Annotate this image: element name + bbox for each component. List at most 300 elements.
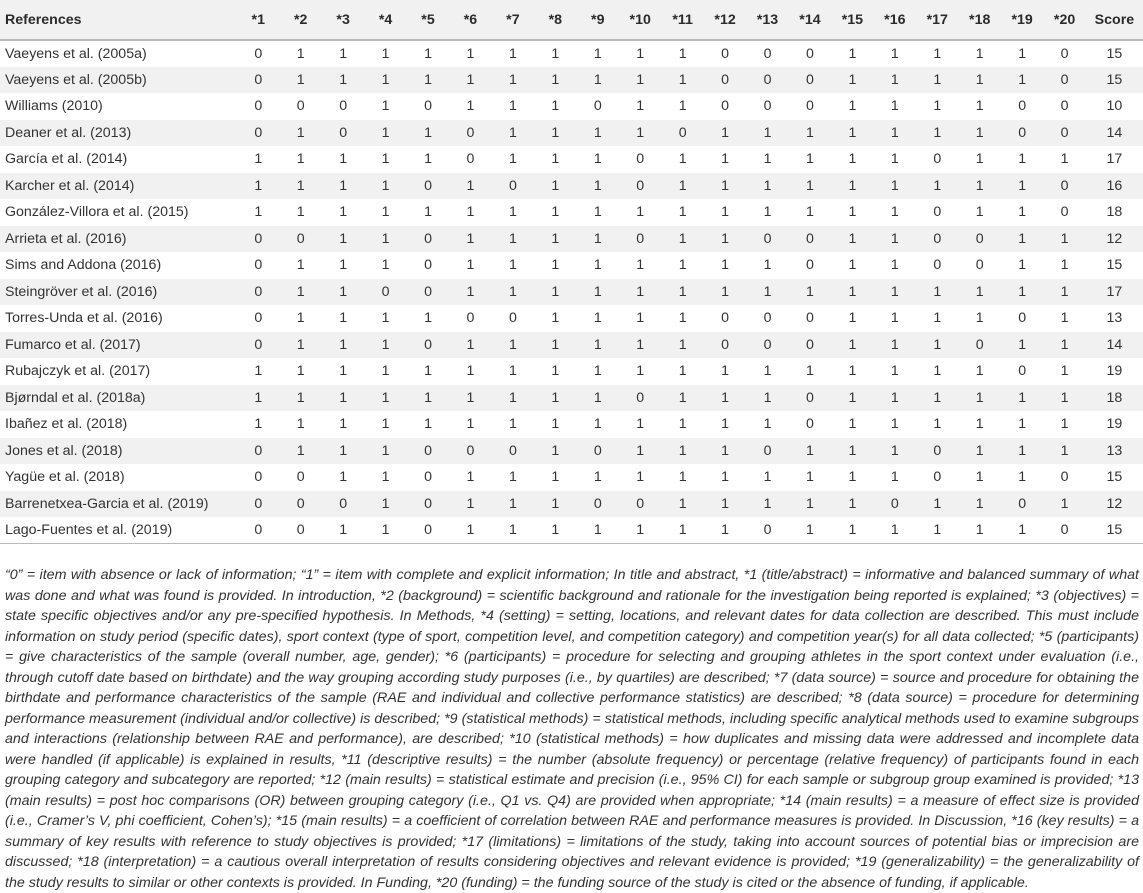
item-score-cell: 1	[975, 389, 984, 406]
item-score-cell: 0	[279, 517, 321, 544]
item-score-cell: 1	[721, 389, 730, 406]
item-score-cell: 1	[296, 336, 305, 353]
item-score-cell: 1	[933, 98, 942, 115]
item-score-cell: 0	[806, 230, 814, 247]
item-score-cell: 0	[1018, 124, 1027, 141]
item-score-cell: 0	[746, 517, 788, 544]
column-header-item: *10	[619, 0, 661, 40]
table-row	[0, 491, 1143, 518]
item-score-cell: 0	[381, 283, 390, 300]
item-score-cell: 1	[975, 283, 984, 300]
item-score-cell: 1	[424, 363, 432, 380]
item-score-cell: 1	[424, 124, 432, 141]
item-score-cell: 1	[508, 71, 517, 88]
table-row	[0, 146, 1143, 173]
item-score-cell: 0	[933, 469, 942, 486]
item-score-cell: 0	[424, 230, 432, 247]
item-score-cell: 1	[848, 204, 857, 221]
item-score-cell: 1	[806, 469, 814, 486]
item-score-cell: 0	[636, 389, 645, 406]
item-score-cell: 0	[933, 442, 942, 459]
total-score-cell: 15	[1106, 469, 1123, 486]
item-score-cell: 1	[678, 469, 687, 486]
total-score-cell: 14	[1106, 336, 1123, 353]
item-score-cell: 0	[763, 45, 772, 62]
item-score-cell: 1	[577, 517, 619, 544]
item-score-cell: 1	[789, 517, 831, 544]
column-header-item: *8	[534, 0, 576, 40]
item-score-cell: 0	[806, 71, 814, 88]
item-score-cell: 1	[636, 442, 645, 459]
total-score-cell: 12	[1106, 230, 1123, 247]
item-score-cell: 1	[933, 310, 942, 327]
item-score-cell: 1	[1018, 336, 1027, 353]
item-score-cell: 1	[1018, 442, 1027, 459]
item-score-cell: 1	[806, 204, 814, 221]
item-score-cell: 1	[551, 204, 560, 221]
item-score-cell: 0	[678, 124, 687, 141]
item-score-cell: 0	[424, 495, 432, 512]
item-score-cell: 1	[678, 283, 687, 300]
item-score-cell: 1	[678, 389, 687, 406]
item-score-cell: 1	[593, 151, 602, 168]
item-score-cell: 1	[636, 283, 645, 300]
item-score-cell: 1	[890, 98, 899, 115]
item-score-cell: 1	[678, 336, 687, 353]
item-score-cell: 1	[848, 98, 857, 115]
item-score-cell: 1	[339, 71, 348, 88]
column-header-item: *6	[449, 0, 491, 40]
item-score-cell: 1	[364, 517, 406, 544]
reference-cell: Jones et al. (2018)	[5, 442, 123, 459]
item-score-cell: 0	[254, 495, 263, 512]
item-score-cell: 0	[763, 230, 772, 247]
reference-cell: Vaeyens et al. (2005a)	[5, 45, 147, 62]
table-row	[0, 305, 1143, 332]
item-score-cell: 0	[1060, 204, 1069, 221]
total-score-cell: 19	[1106, 416, 1123, 433]
item-score-cell: 0	[1018, 363, 1027, 380]
item-score-cell: 1	[933, 363, 942, 380]
item-score-cell: 1	[890, 442, 899, 459]
item-score-cell: 0	[763, 71, 772, 88]
item-score-cell: 1	[848, 416, 857, 433]
total-score-cell: 13	[1106, 310, 1123, 327]
item-score-cell: 1	[381, 495, 390, 512]
item-score-cell: 1	[975, 45, 984, 62]
item-score-cell: 1	[254, 389, 263, 406]
item-score-cell: 1	[763, 151, 772, 168]
item-score-cell: 1	[1018, 416, 1027, 433]
item-score-cell: 1	[551, 416, 560, 433]
item-score-cell: 0	[424, 257, 432, 274]
table-row	[0, 199, 1143, 226]
item-score-cell: 0	[508, 177, 517, 194]
total-score-cell: 18	[1106, 389, 1123, 406]
item-score-cell: 1	[466, 283, 475, 300]
item-score-cell: 1	[848, 230, 857, 247]
item-score-cell: 0	[763, 310, 772, 327]
item-score-cell: 0	[721, 336, 730, 353]
item-score-cell: 1	[721, 230, 730, 247]
item-score-cell: 1	[933, 389, 942, 406]
item-score-cell: 1	[466, 98, 475, 115]
item-score-cell: 1	[296, 283, 305, 300]
item-score-cell: 1	[848, 495, 857, 512]
item-score-cell: 0	[975, 230, 984, 247]
item-score-cell: 1	[1018, 389, 1027, 406]
item-score-cell: 1	[848, 469, 857, 486]
item-score-cell: 0	[933, 257, 942, 274]
item-score-cell: 0	[254, 71, 263, 88]
item-score-cell: 1	[763, 495, 772, 512]
column-header-item: *7	[492, 0, 534, 40]
item-score-cell: 1	[381, 389, 390, 406]
item-score-cell: 1	[1001, 517, 1043, 544]
item-score-cell: 1	[492, 517, 534, 544]
item-score-cell: 1	[424, 204, 432, 221]
item-score-cell: 1	[975, 310, 984, 327]
item-score-cell: 1	[296, 257, 305, 274]
item-score-cell: 1	[636, 416, 645, 433]
column-header-item: *4	[364, 0, 406, 40]
item-score-cell: 1	[381, 177, 390, 194]
item-score-cell: 0	[806, 416, 814, 433]
item-score-cell: 1	[721, 469, 730, 486]
item-score-cell: 1	[551, 98, 560, 115]
item-score-cell: 1	[1018, 177, 1027, 194]
item-score-cell: 0	[636, 495, 645, 512]
item-score-cell: 0	[424, 283, 432, 300]
item-score-cell: 1	[381, 469, 390, 486]
item-score-cell: 1	[551, 71, 560, 88]
item-score-cell: 1	[806, 283, 814, 300]
item-score-cell: 1	[890, 204, 899, 221]
total-score-cell: 18	[1106, 204, 1123, 221]
item-score-cell: 1	[890, 310, 899, 327]
item-score-cell: 1	[890, 230, 899, 247]
item-score-cell: 0	[1018, 98, 1027, 115]
table-row	[0, 358, 1143, 385]
item-score-cell: 1	[1060, 283, 1069, 300]
item-score-cell: 0	[254, 124, 263, 141]
item-score-cell: 1	[381, 45, 390, 62]
column-header-item: *11	[661, 0, 703, 40]
item-score-cell: 1	[1018, 283, 1027, 300]
item-score-cell: 1	[593, 363, 602, 380]
item-score-cell: 1	[763, 469, 772, 486]
item-score-cell: 1	[296, 310, 305, 327]
item-score-cell: 1	[721, 283, 730, 300]
item-score-cell: 1	[339, 442, 348, 459]
item-score-cell: 1	[848, 442, 857, 459]
item-score-cell: 0	[721, 45, 730, 62]
item-score-cell: 1	[466, 230, 475, 247]
item-score-cell: 0	[424, 177, 432, 194]
item-score-cell: 1	[508, 495, 517, 512]
reference-cell: Steingröver et al. (2016)	[5, 283, 158, 300]
item-score-cell: 0	[933, 151, 942, 168]
item-score-cell: 1	[551, 230, 560, 247]
column-header-item: *19	[1001, 0, 1043, 40]
table-row	[0, 226, 1143, 253]
item-score-cell: 0	[933, 230, 942, 247]
item-score-cell: 0	[254, 98, 263, 115]
item-score-cell: 1	[1018, 204, 1027, 221]
item-score-cell: 1	[636, 469, 645, 486]
reference-cell: Williams (2010)	[5, 98, 103, 115]
item-score-cell: 1	[678, 204, 687, 221]
total-score-cell: 16	[1106, 177, 1123, 194]
item-score-cell: 1	[763, 363, 772, 380]
item-score-cell: 1	[678, 495, 687, 512]
item-score-cell: 1	[661, 517, 703, 544]
item-score-cell: 1	[508, 151, 517, 168]
item-score-cell: 1	[1018, 151, 1027, 168]
item-score-cell: 0	[890, 495, 899, 512]
item-score-cell: 1	[636, 310, 645, 327]
item-score-cell: 1	[381, 442, 390, 459]
item-score-cell: 0	[806, 257, 814, 274]
item-score-cell: 1	[1060, 257, 1069, 274]
table-row	[0, 517, 1143, 544]
item-score-cell: 1	[508, 416, 517, 433]
item-score-cell: 1	[551, 151, 560, 168]
item-score-cell: 1	[975, 416, 984, 433]
item-score-cell: 1	[551, 363, 560, 380]
item-score-cell: 0	[424, 442, 432, 459]
item-score-cell: 1	[678, 98, 687, 115]
item-score-cell: 1	[848, 336, 857, 353]
item-score-cell: 1	[958, 517, 1000, 544]
item-score-cell: 0	[975, 336, 984, 353]
column-header-item: *16	[874, 0, 916, 40]
item-score-cell: 1	[381, 363, 390, 380]
column-header-references: References	[0, 0, 237, 40]
item-score-cell: 1	[551, 177, 560, 194]
item-score-cell: 1	[704, 517, 746, 544]
item-score-cell: 1	[916, 517, 958, 544]
item-score-cell: 1	[890, 257, 899, 274]
table-footnote: “0” = item with absence or lack of information; “1” = item with complete and explicit information; In title and abstract, *1 (title/abstract) = informative and balanced summary of what was done and what was found is provided. In introduction, *2 (background) = scientific background and rationale for the investigation being reported is explained; *3 (objectives) = state specific objectives and/or any pre-specified hypothesis. In Methods, *4 (setting) = setting, locations, and relevant dates for data collection are described. This must include information on study period (specific dates), sport context (type of sport, competition level, and competition category) and competition year(s) for all data collected; *5 (participants) = give characteristics of the sample (overall number, age, gender); *6 (participants) = procedure for selecting and grouping athletes in the sport context under evaluation (i.e., through cutoff date based on birthdate) and the way grouping according study purposes (i.e., by quartiles) are described; *7 (data source) = source and procedure for obtaining the birthdate and performance characteristics of the sample (RAE and individual and collective performance statistics) are described; *8 (data source) = procedure for determining performance measurement (individual and/or collective) is described; *9 (statistical methods) = statistical methods, including specific analytical methods used to examine subgroups and interactions (relationship between RAE and performance), are described; *10 (statistical methods) = how duplicates and missing data were addressed and incomplete data were handled (if applicable) is explained in results, *11 (descriptive results) = the number (absolute frequency) or percentage (relative frequency) of participants found in each grouping category and subcategory are reported; *12 (main results) = statistical estimate and precision (i.e., 95% CI) for each sample or subgroup group examined is provided; *13 (main results) = post hoc comparisons (OR) between grouping category (i.e., Q1 vs. Q4) are provided when appropriate; *14 (main results) = a measure of effect size is provided (i.e., Cramer’s V, phi coefficient, Cohen’s); *15 (main results) = a coefficient of correlation between RAE and performance measures is provided. In Discussion, *16 (key results) = a summary of key results with reference to study objectives is provided; *17 (limitations) = limitations of the study, taking into account sources of potential bias or imprecision are discussed; *18 (interpretation) = a cautious overall interpretation of results considering objectives and relevant evidence is provided; *19 (generalizability) = the generalizability of the study results to similar or other contexts is provided. In Funding, *20 (funding) = the funding source of the study is cited or the absence of funding, if applicable.	[5, 567, 1139, 891]
item-score-cell: 1	[466, 469, 475, 486]
item-score-cell: 1	[551, 310, 560, 327]
item-score-cell: 0	[763, 98, 772, 115]
item-score-cell: 1	[975, 71, 984, 88]
total-score-cell: 12	[1106, 495, 1123, 512]
item-score-cell: 1	[593, 124, 602, 141]
item-score-cell: 1	[933, 71, 942, 88]
item-score-cell: 1	[593, 310, 602, 327]
item-score-cell: 1	[636, 124, 645, 141]
item-score-cell: 1	[848, 45, 857, 62]
item-score-cell: 0	[407, 517, 449, 544]
item-score-cell: 1	[424, 416, 432, 433]
item-score-cell: 0	[1060, 71, 1069, 88]
item-score-cell: 1	[636, 98, 645, 115]
item-score-cell: 1	[848, 389, 857, 406]
item-score-cell: 1	[296, 389, 305, 406]
item-score-cell: 1	[1060, 310, 1069, 327]
table-row	[0, 173, 1143, 200]
item-score-cell: 1	[636, 204, 645, 221]
item-score-cell: 1	[296, 71, 305, 88]
item-score-cell: 1	[551, 257, 560, 274]
total-score-cell: 17	[1106, 283, 1123, 300]
item-score-cell: 0	[1060, 124, 1069, 141]
item-score-cell: 1	[721, 177, 730, 194]
item-score-cell: 0	[1018, 310, 1027, 327]
item-score-cell: 1	[806, 495, 814, 512]
item-score-cell: 1	[339, 177, 348, 194]
item-score-cell: 0	[933, 204, 942, 221]
item-score-cell: 1	[593, 389, 602, 406]
item-score-cell: 0	[254, 283, 263, 300]
item-score-cell: 0	[296, 98, 305, 115]
item-score-cell: 1	[848, 151, 857, 168]
item-score-cell: 1	[890, 469, 899, 486]
item-score-cell: 1	[339, 310, 348, 327]
item-score-cell: 1	[678, 71, 687, 88]
item-score-cell: 1	[381, 257, 390, 274]
item-score-cell: 1	[975, 363, 984, 380]
item-score-cell: 1	[636, 363, 645, 380]
reference-cell: Ibañez et al. (2018)	[5, 416, 128, 433]
item-score-cell: 1	[508, 469, 517, 486]
item-score-cell: 1	[449, 517, 491, 544]
item-score-cell: 1	[975, 204, 984, 221]
item-score-cell: 0	[254, 310, 263, 327]
item-score-cell: 1	[636, 336, 645, 353]
item-score-cell: 1	[466, 71, 475, 88]
item-score-cell: 1	[721, 124, 730, 141]
item-score-cell: 1	[424, 71, 432, 88]
reference-cell: Yagüe et al. (2018)	[5, 469, 125, 486]
item-score-cell: 0	[1060, 469, 1069, 486]
table-body	[0, 40, 1143, 544]
table-row	[0, 40, 1143, 67]
item-score-cell: 0	[254, 469, 263, 486]
item-score-cell: 1	[339, 151, 348, 168]
item-score-cell: 1	[508, 389, 517, 406]
item-score-cell: 1	[1060, 363, 1069, 380]
item-score-cell: 1	[296, 442, 305, 459]
item-score-cell: 1	[508, 45, 517, 62]
item-score-cell: 0	[763, 442, 772, 459]
item-score-cell: 1	[933, 416, 942, 433]
item-score-cell: 1	[339, 363, 348, 380]
table-row	[0, 252, 1143, 279]
item-score-cell: 1	[381, 336, 390, 353]
item-score-cell: 1	[508, 283, 517, 300]
item-score-cell: 1	[721, 257, 730, 274]
column-header-item: *2	[279, 0, 321, 40]
item-score-cell: 1	[466, 389, 475, 406]
item-score-cell: 1	[619, 517, 661, 544]
item-score-cell: 1	[381, 230, 390, 247]
item-score-cell: 1	[296, 416, 305, 433]
item-score-cell: 1	[848, 177, 857, 194]
item-score-cell: 1	[508, 230, 517, 247]
reference-cell: Bjørndal et al. (2018a)	[5, 389, 146, 406]
item-score-cell: 0	[636, 151, 645, 168]
item-score-cell: 1	[848, 283, 857, 300]
item-score-cell: 1	[551, 469, 560, 486]
item-score-cell: 1	[466, 177, 475, 194]
reference-cell: Torres-Unda et al. (2016)	[5, 310, 163, 327]
reference-cell: Karcher et al. (2014)	[5, 177, 135, 194]
item-score-cell: 1	[254, 204, 263, 221]
table-row	[0, 385, 1143, 412]
item-score-cell: 0	[424, 98, 432, 115]
table-header-row	[0, 0, 1143, 40]
item-score-cell: 1	[593, 283, 602, 300]
column-header-item: *1	[237, 0, 279, 40]
total-score-cell: 19	[1106, 363, 1123, 380]
item-score-cell: 1	[381, 204, 390, 221]
item-score-cell: 1	[890, 45, 899, 62]
item-score-cell: 1	[678, 442, 687, 459]
item-score-cell: 1	[1060, 416, 1069, 433]
item-score-cell: 1	[831, 517, 873, 544]
item-score-cell: 0	[254, 45, 263, 62]
item-score-cell: 1	[890, 71, 899, 88]
item-score-cell: 1	[848, 363, 857, 380]
column-header-item: *15	[831, 0, 873, 40]
item-score-cell: 1	[296, 124, 305, 141]
total-score-cell: 15	[1106, 71, 1123, 88]
item-score-cell: 1	[848, 310, 857, 327]
item-score-cell: 0	[237, 517, 279, 544]
item-score-cell: 1	[678, 230, 687, 247]
table-row	[0, 411, 1143, 438]
item-score-cell: 1	[466, 495, 475, 512]
item-score-cell: 1	[339, 283, 348, 300]
item-score-cell: 1	[763, 124, 772, 141]
item-score-cell: 1	[1060, 336, 1069, 353]
item-score-cell: 1	[466, 204, 475, 221]
item-score-cell: 0	[466, 124, 475, 141]
table-row	[0, 438, 1143, 465]
item-score-cell: 1	[381, 416, 390, 433]
column-header-score: Score	[1086, 0, 1143, 40]
item-score-cell: 1	[678, 310, 687, 327]
item-score-cell: 1	[424, 151, 432, 168]
item-score-cell: 1	[296, 151, 305, 168]
column-header-item: *9	[577, 0, 619, 40]
item-score-cell: 0	[806, 310, 814, 327]
reference-cell: González-Villora et al. (2015)	[5, 204, 189, 221]
item-score-cell: 0	[1043, 517, 1085, 544]
item-score-cell: 0	[339, 495, 348, 512]
item-score-cell: 1	[636, 45, 645, 62]
item-score-cell: 0	[975, 257, 984, 274]
item-score-cell: 1	[339, 416, 348, 433]
item-score-cell: 0	[466, 310, 475, 327]
column-header-item: *18	[958, 0, 1000, 40]
item-score-cell: 1	[848, 124, 857, 141]
item-score-cell: 1	[975, 442, 984, 459]
item-score-cell: 1	[763, 416, 772, 433]
item-score-cell: 0	[466, 442, 475, 459]
item-score-cell: 1	[593, 469, 602, 486]
item-score-cell: 1	[593, 257, 602, 274]
item-score-cell: 1	[551, 336, 560, 353]
item-score-cell: 0	[254, 230, 263, 247]
item-score-cell: 1	[551, 442, 560, 459]
item-score-cell: 1	[593, 71, 602, 88]
item-score-cell: 1	[721, 363, 730, 380]
